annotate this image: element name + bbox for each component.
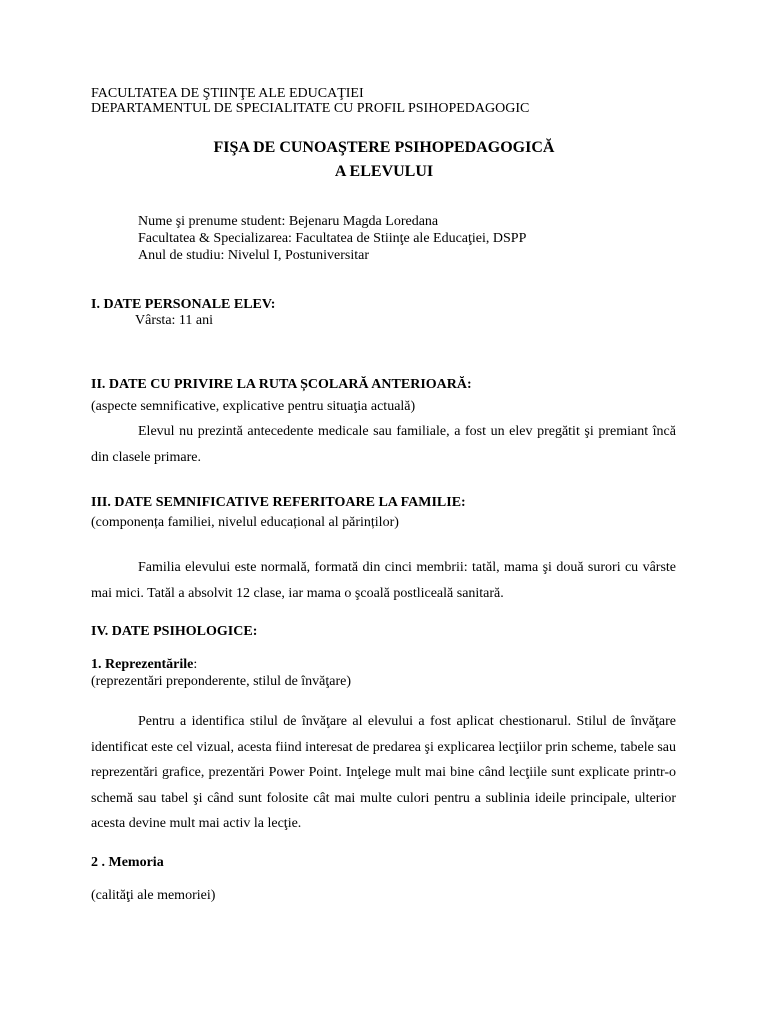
section3-heading: III. DATE SEMNIFICATIVE REFERITOARE LA FAMILIE:	[91, 495, 466, 510]
section1-heading: I. DATE PERSONALE ELEV:	[91, 297, 276, 312]
student-name: Nume şi prenume student: Bejenaru Magda Loredana	[138, 214, 439, 229]
subsection1-subtitle: (reprezentări preponderente, stilul de învăţare)	[91, 674, 352, 689]
subsection1-colon: :	[193, 657, 198, 672]
student-year: Anul de studiu: Nivelul I, Postuniversitar	[138, 248, 369, 263]
subsection1-paragraph: Pentru a identifica stilul de învăţare al elevului a fost aplicat chestionarul. Stilul de învăţare identificat este cel vizual, acesta fiind interesat de predarea şi explicarea lecţiilor prin scheme, tabele sau reprezentări grafice, prezentări Power Point. Inţelege mult mai bine când lecţiile sunt explicate printr-o schemă sau tabel şi când sunt folosite cât mai multe culori pentru a sublinia ideile principale, ulterior acesta devine mult mai activ la lecţie.	[91, 714, 676, 831]
document-title-line1: FIŞA DE CUNOAŞTERE PSIHOPEDAGOGICĂ	[213, 139, 555, 156]
section2-paragraph: Elevul nu prezintă antecedente medicale sau familiale, a fost un elev pregătit şi premiant încă din clasele primare.	[91, 424, 676, 465]
student-faculty: Facultatea & Specializarea: Facultatea de Stiinţe ale Educaţiei, DSPP	[138, 231, 527, 246]
student-age: Vârsta: 11 ani	[135, 313, 214, 328]
subsection1-heading-line	[91, 657, 197, 673]
subsection2-subtitle: (calităţi ale memoriei)	[91, 888, 216, 903]
document-title-line2: A ELEVULUI	[334, 163, 434, 180]
section4-heading: IV. DATE PSIHOLOGICE:	[91, 624, 258, 639]
faculty-header: FACULTATEA DE ŞTIINŢE ALE EDUCAŢIEI	[91, 86, 364, 101]
department-header: DEPARTAMENTUL DE SPECIALITATE CU PROFIL PSIHOPEDAGOGIC	[91, 101, 530, 116]
section2-subtitle: (aspecte semnificative, explicative pentru situaţia actuală)	[91, 399, 416, 414]
subsection1-heading: 1. Reprezentările	[91, 657, 194, 672]
section3-paragraph: Familia elevului este normală, formată din cinci membrii: tatăl, mama şi două surori cu vârste mai mici. Tatăl a absolvit 12 clase, iar mama o şcoală postliceală sanitară.	[91, 560, 676, 601]
section2-heading: II. DATE CU PRIVIRE LA RUTA ȘCOLARĂ ANTERIOARĂ:	[91, 377, 472, 392]
subsection2-heading: 2 . Memoria	[91, 855, 164, 870]
section3-subtitle: (componența familiei, nivelul educațional al părinților)	[91, 515, 399, 530]
